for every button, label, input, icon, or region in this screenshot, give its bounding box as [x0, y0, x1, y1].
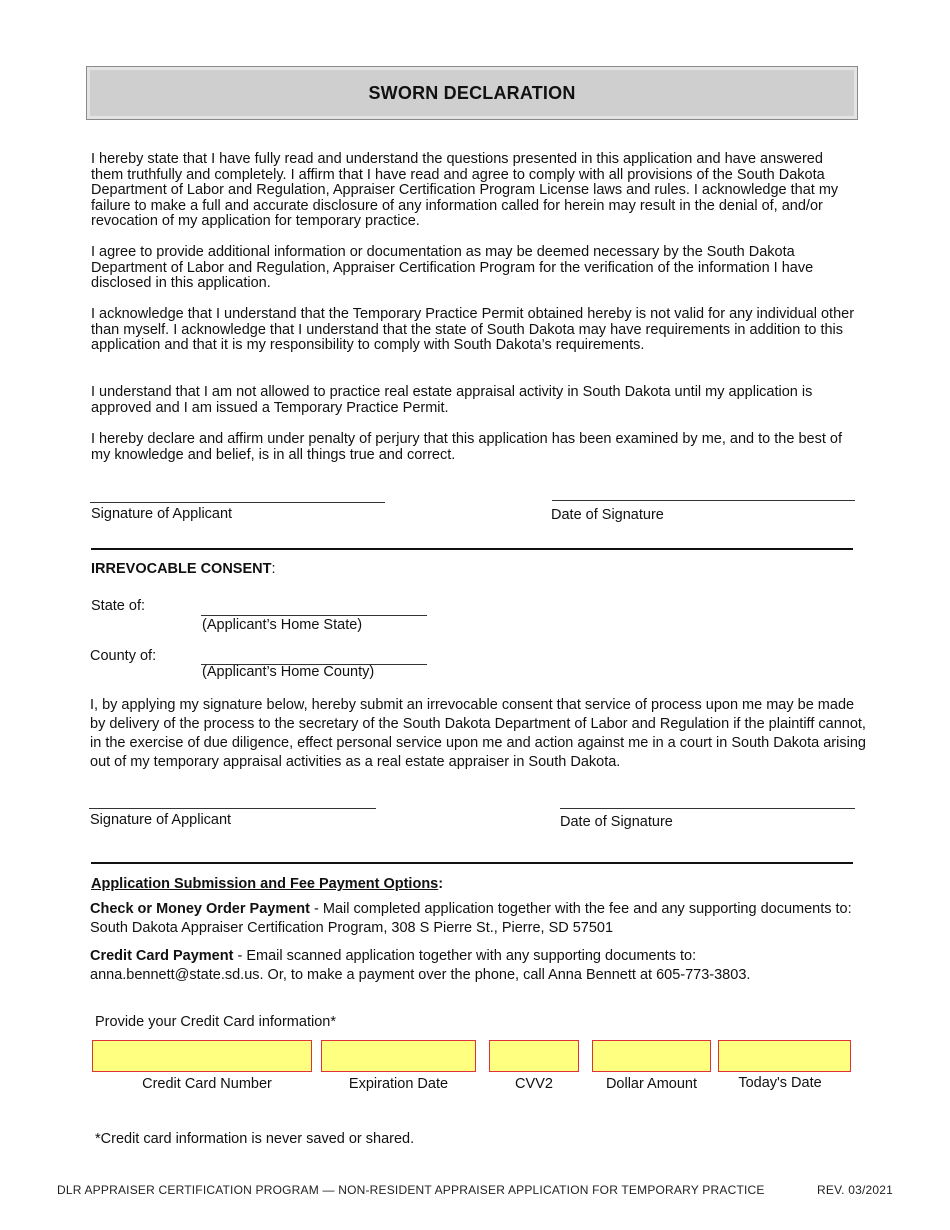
- cvv-label: CVV2: [515, 1076, 553, 1092]
- declaration-paragraph-5: I hereby declare and affirm under penalty of perjury that this application has been examined by me, and to the best of my knowledge and belief, is in all things true and correct.: [91, 431, 842, 463]
- date-signature-line[interactable]: [552, 500, 855, 501]
- privacy-note: *Credit card information is never saved or shared.: [95, 1131, 415, 1147]
- dollar-amount-label: Dollar Amount: [605, 1076, 698, 1092]
- card-payment-paragraph: [90, 947, 860, 985]
- state-label: State of:: [91, 598, 146, 614]
- declaration-paragraph-2: I agree to provide additional information or documentation as may be deemed necessary by the South Dakota Department of Labor and Regulation, Appraiser Certification Program for the verification of the information I have disclosed in this application.: [91, 244, 814, 292]
- section-divider: [91, 862, 853, 864]
- footer-program-title: DLR APPRAISER CERTIFICATION PROGRAM — NON-RESIDENT APPRAISER APPLICATION FOR TEMPORARY PRACTICE: [57, 1183, 765, 1197]
- consent-heading: [91, 561, 276, 577]
- consent-signature-line[interactable]: [89, 808, 376, 809]
- home-county-hint: (Applicant’s Home County): [202, 664, 375, 680]
- check-payment-paragraph: [90, 900, 860, 938]
- consent-heading-text: IRREVOCABLE CONSENT: [91, 561, 272, 577]
- todays-date-field[interactable]: [718, 1040, 851, 1072]
- consent-paragraph: I, by applying my signature below, hereby submit an irrevocable consent that service of process upon me may be made by delivery of the process to the secretary of the South Dakota Department of Labor and Regulation if the plaintiff cannot, in the exercise of due diligence, effect personal service upon me and action against me in a court in South Dakota arising out of my temporary appraisal activities as a real estate appraiser in South Dakota.: [90, 697, 866, 770]
- section-header: [86, 66, 858, 120]
- declaration-paragraph-3: I acknowledge that I understand that the Temporary Practice Permit obtained hereby is not valid for any individual other than myself. I acknowledge that I understand that the state of South Dakota may have requirements in addition to this application and that it is my responsibility to comply with South Dakota’s requirements.: [91, 306, 855, 354]
- credit-card-prompt: Provide your Credit Card information*: [95, 1014, 336, 1030]
- home-state-hint: (Applicant’s Home State): [202, 617, 363, 633]
- check-payment-title: Check or Money Order Payment: [90, 901, 310, 917]
- payment-heading-colon: :: [438, 876, 444, 892]
- todays-date-label: Today's Date: [738, 1075, 822, 1091]
- declaration-paragraph-4: I understand that I am not allowed to practice real estate appraisal activity in South Dakota until my application is approved and I am issued a Temporary Practice Permit.: [91, 384, 813, 416]
- credit-card-number-label: Credit Card Number: [142, 1076, 272, 1092]
- expiration-date-field[interactable]: [321, 1040, 476, 1072]
- consent-date-label: Date of Signature: [560, 814, 673, 830]
- consent-signature-label: Signature of Applicant: [90, 812, 232, 828]
- county-label: County of:: [90, 648, 157, 664]
- payment-heading-text: Application Submission and Fee Payment Options: [91, 876, 439, 892]
- footer-revision: REV. 03/2021: [817, 1183, 894, 1197]
- home-state-field[interactable]: [201, 615, 427, 616]
- signature-line[interactable]: [90, 502, 385, 503]
- section-divider: [91, 548, 853, 550]
- page-title: SWORN DECLARATION: [368, 82, 576, 103]
- expiration-date-label: Expiration Date: [348, 1076, 449, 1092]
- payment-heading: [91, 876, 443, 892]
- check-payment-text: - Mail completed application together with the fee and any supporting documents to: South Dakota Appraiser Certification Program, 308 S Pierre St., Pierre, SD 57501: [90, 901, 852, 936]
- consent-date-line[interactable]: [560, 808, 855, 809]
- signature-label: Signature of Applicant: [91, 506, 233, 522]
- declaration-paragraph-1: I hereby state that I have fully read and understand the questions presented in this application and have answered them truthfully and completely. I affirm that I have read and agree to comply with all provisions of the South Dakota Department of Labor and Regulation, Appraiser Certification Program License laws and rules. I acknowledge that my failure to make a full and accurate disclosure of any information called for herein may result in the denial of, and/or revocation of my application for temporary practice.: [91, 151, 839, 230]
- consent-heading-colon: :: [271, 561, 276, 577]
- card-payment-title: Credit Card Payment: [90, 948, 234, 964]
- credit-card-number-field[interactable]: [92, 1040, 312, 1072]
- cvv-field[interactable]: [489, 1040, 579, 1072]
- date-signature-label: Date of Signature: [551, 507, 664, 523]
- card-payment-text: - Email scanned application together with any supporting documents to: anna.bennett@state.sd.us. Or, to make a payment over the phone, call Anna Bennett at 605-773-3803.: [90, 948, 751, 983]
- dollar-amount-field[interactable]: [592, 1040, 711, 1072]
